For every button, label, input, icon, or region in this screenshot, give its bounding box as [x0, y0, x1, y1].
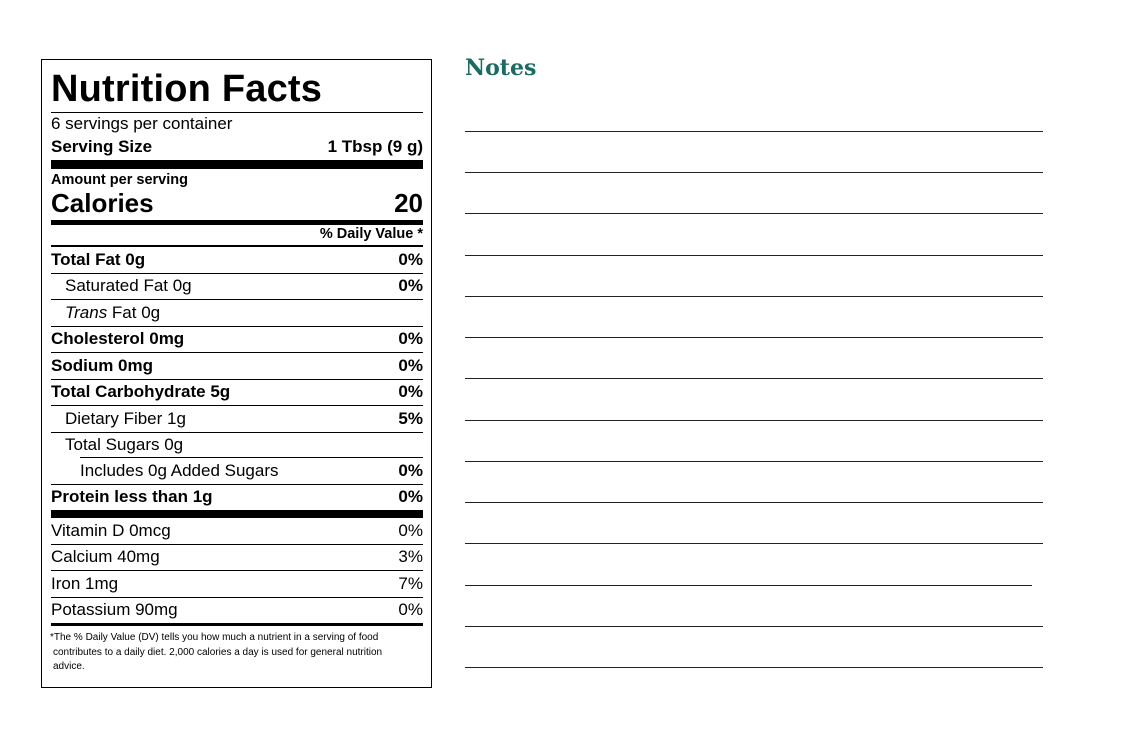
calories-value: 20 — [394, 188, 423, 218]
vitamin-name: Vitamin D 0mcg — [51, 520, 171, 540]
vitamin-dv: 3% — [398, 547, 423, 567]
nutrient-dv: 5% — [398, 408, 423, 428]
vitamin-dv: 7% — [398, 573, 423, 593]
daily-value-header: % Daily Value * — [51, 225, 423, 247]
nutrient-name: Total Fat 0g — [51, 249, 146, 269]
nutrient-row-cholesterol — [51, 327, 423, 354]
servings-per-container: 6 servings per container — [51, 114, 233, 133]
note-line[interactable] — [465, 131, 1043, 132]
nutrient-row-dietary-fiber — [51, 406, 423, 433]
note-line[interactable] — [465, 626, 1043, 627]
nutrient-row-total-fat — [51, 247, 423, 274]
nutrient-row-saturated-fat — [51, 274, 423, 301]
serving-size-value: 1 Tbsp (9 g) — [327, 137, 423, 156]
nutrient-dv: 0% — [398, 276, 423, 296]
nutrition-facts-label — [41, 59, 432, 688]
trans-italic: Trans — [65, 302, 108, 322]
nutrient-name: Saturated Fat 0g — [65, 276, 192, 296]
note-line[interactable] — [465, 213, 1043, 214]
notes-title: Notes — [465, 55, 537, 81]
vitamin-name: Iron 1mg — [51, 573, 119, 593]
note-line[interactable] — [465, 296, 1043, 297]
nutrient-dv: 0% — [398, 355, 423, 375]
nutrient-row-total-carbohydrate — [51, 380, 423, 407]
nutrient-row-trans-fat — [51, 300, 423, 327]
nutrient-row-protein — [51, 485, 423, 519]
nutrient-row-added-sugars — [51, 458, 423, 485]
nutrient-dv: 0% — [398, 487, 423, 507]
nutrient-name — [51, 303, 160, 323]
nutrition-facts-title: Nutrition Facts — [51, 60, 423, 113]
note-line[interactable] — [465, 585, 1032, 586]
note-line[interactable] — [465, 502, 1043, 503]
nutrient-row-total-sugars — [51, 433, 423, 459]
vitamin-name: Potassium 90mg — [51, 600, 178, 620]
note-line[interactable] — [465, 667, 1043, 668]
note-line[interactable] — [465, 172, 1043, 173]
nutrient-name: Total Sugars 0g — [65, 435, 184, 455]
serving-size-label: Serving Size — [51, 137, 153, 156]
nutrient-dv: 0% — [398, 249, 423, 269]
nutrient-name: Total Carbohydrate 5g — [51, 382, 231, 402]
nutrient-dv: 0% — [398, 382, 423, 402]
nutrient-row-sodium — [51, 353, 423, 380]
calories-label: Calories — [51, 188, 154, 218]
nutrient-dv: 0% — [398, 329, 423, 349]
vitamin-row-vitamin-d — [51, 518, 423, 545]
note-line[interactable] — [465, 461, 1043, 462]
vitamin-row-potassium — [51, 598, 423, 627]
note-line[interactable] — [465, 378, 1043, 379]
vitamin-row-calcium — [51, 545, 423, 572]
daily-value-footnote: *The % Daily Value (DV) tells you how much a nutrient in a serving of food contributes to a daily diet. 2,000 calories a day is used for general nutrition advice. — [50, 632, 383, 672]
amount-per-serving: Amount per serving — [51, 172, 188, 188]
vitamin-row-iron — [51, 571, 423, 598]
nutrient-name: Dietary Fiber 1g — [65, 408, 186, 428]
vitamin-dv: 0% — [398, 520, 423, 540]
note-line[interactable] — [465, 255, 1043, 256]
nutrient-dv: 0% — [398, 460, 423, 480]
nutrient-name: Protein less than 1g — [51, 487, 213, 507]
trans-fat-rest: Fat 0g — [107, 302, 161, 322]
serving-size-row — [51, 135, 423, 169]
nutrient-name: Includes 0g Added Sugars — [80, 460, 279, 480]
note-line[interactable] — [465, 420, 1043, 421]
nutrient-name: Sodium 0mg — [51, 355, 154, 375]
note-line[interactable] — [465, 543, 1043, 544]
note-line[interactable] — [465, 337, 1043, 338]
nutrient-name: Cholesterol 0mg — [51, 329, 185, 349]
vitamin-name: Calcium 40mg — [51, 547, 160, 567]
vitamin-dv: 0% — [398, 600, 423, 620]
calories-row — [51, 188, 423, 225]
